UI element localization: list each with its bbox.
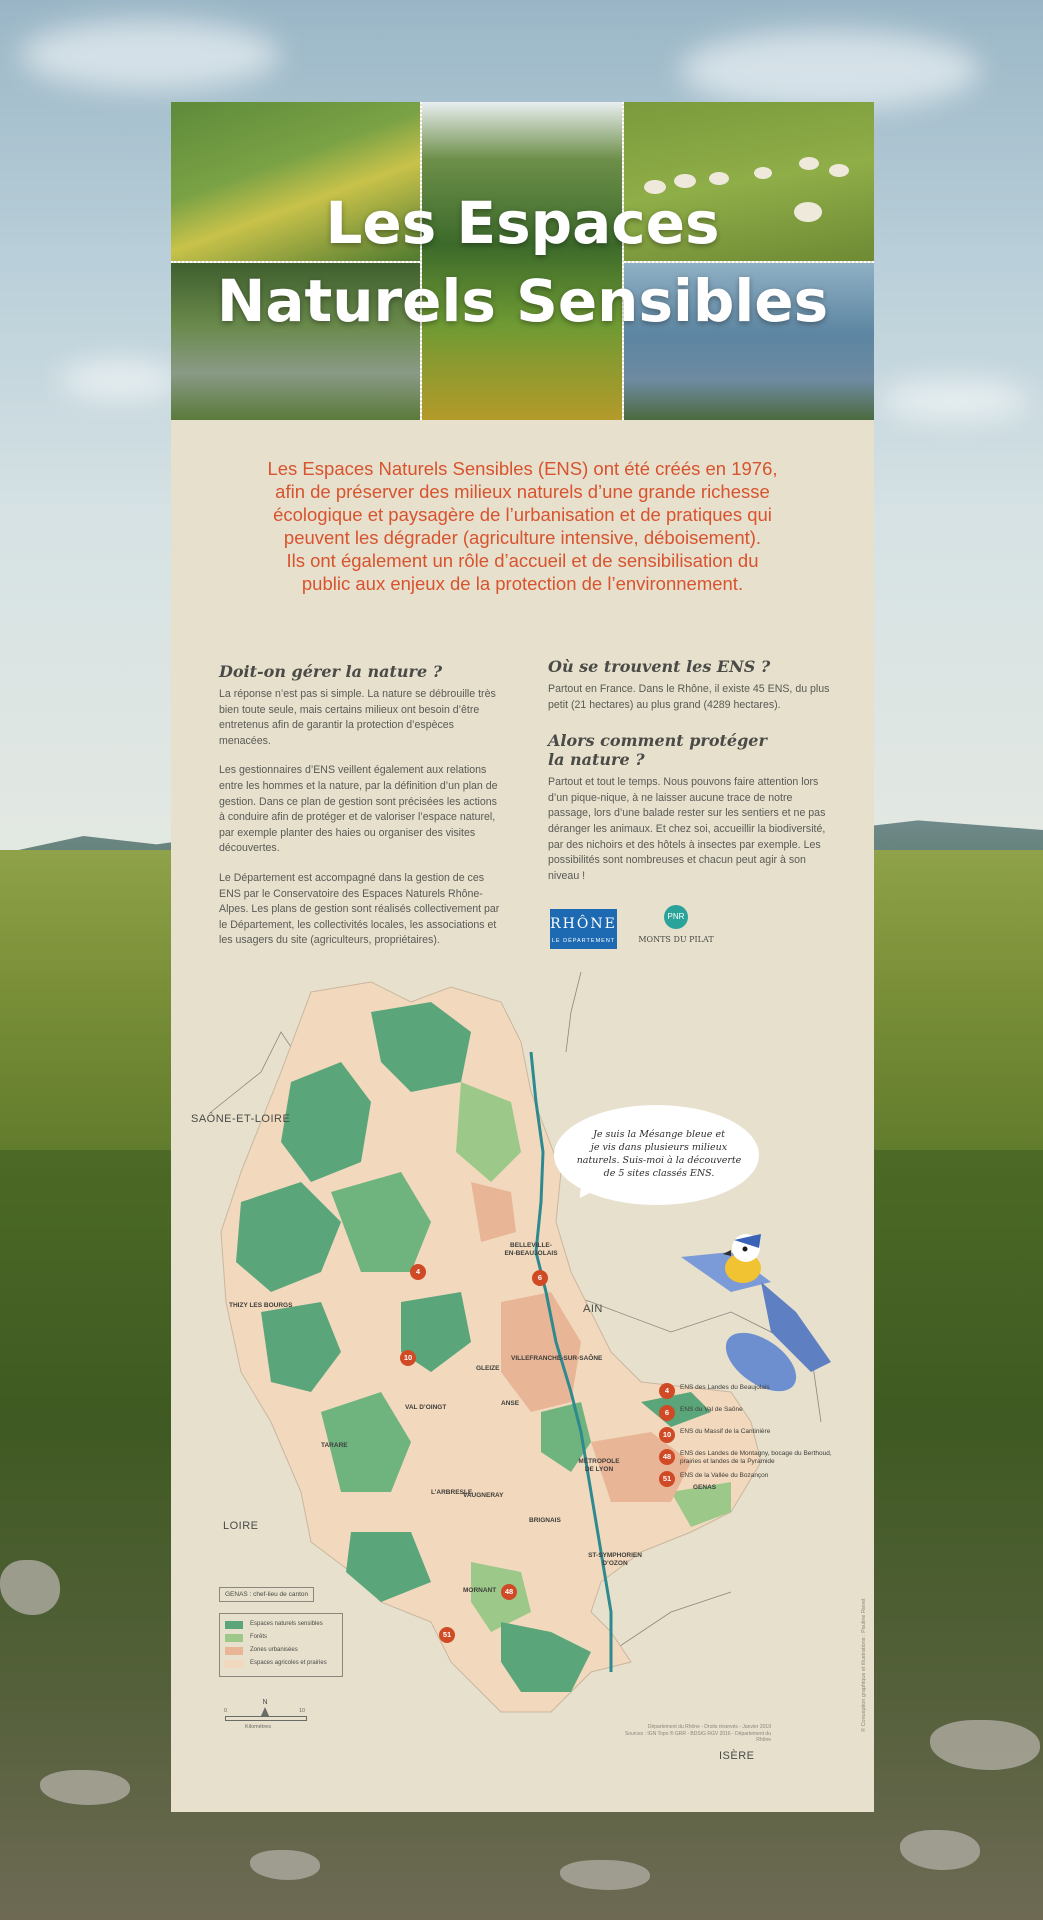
intro-line: afin de préserver des milieux naturels d’une grande richesse — [275, 481, 770, 502]
rhone-logo — [550, 909, 617, 949]
pilat-logo — [636, 905, 716, 955]
right-column — [548, 657, 838, 898]
paragraph: Partout et tout le temps. Nous pouvons faire attention lors d’un pique-nique, à ne laisser aucune trace de notre passage, lors d’une balade rester sur les sentiers et ne pas déranger les animaux. Et chez soi, accueillir la biodiversité, par des nichoirs et des hôtels à insectes par exemple. Les possibilités sont nombreuses et chacun peut agir à son niveau ! — [548, 776, 826, 882]
town-thizy: THIZY LES BOURGS — [229, 1302, 293, 1309]
scale-end: 10 — [299, 1708, 306, 1714]
legend-swatch — [225, 1621, 243, 1629]
page-title — [171, 184, 874, 340]
speech-bubble-text — [569, 1128, 749, 1180]
left-column — [219, 662, 501, 963]
site-legend-marker: 48 — [659, 1449, 675, 1465]
town-villefranche: VILLEFRANCHE-SUR-SAÔNE — [511, 1355, 603, 1362]
sources-line: Sources : IGN Topo ® GRR - BDSIG RGV 2016 - Département du Rhône — [624, 1730, 771, 1743]
pilat-name: MONTS DU PILAT — [638, 935, 714, 944]
site-legend-marker: 4 — [659, 1383, 675, 1399]
site-marker-4[interactable]: 4 — [410, 1264, 426, 1280]
bubble-line: je vis dans plusieurs milieux — [590, 1142, 728, 1153]
heading-where-ens: Où se trouvent les ENS ? — [548, 657, 771, 676]
site-legend — [659, 1382, 859, 1492]
rhone-logo-subtext: LE DÉPARTEMENT — [551, 938, 616, 944]
site-legend-marker: 51 — [659, 1471, 675, 1487]
intro-text — [211, 457, 834, 595]
title-line-1: Les Espaces — [325, 189, 720, 257]
region-isere: ISÈRE — [719, 1750, 755, 1762]
bubble-line: de 5 sites classés ENS. — [603, 1168, 715, 1179]
site-marker-10[interactable]: 10 — [400, 1350, 416, 1366]
heading-manage-nature: Doit-on gérer la nature ? — [219, 662, 443, 681]
paragraph: La réponse n’est pas si simple. La nature se débrouille très bien toute seule, mais certains milieux ont besoin d’être entretenus afin de garantir la protection d’espèces menacées. — [219, 688, 496, 747]
site-legend-label: ENS des Landes du Beaujolais — [680, 1384, 770, 1391]
town-val-oingt: VAL D’OINGT — [405, 1404, 447, 1411]
title-line-2: Naturels Sensibles — [216, 267, 829, 335]
heading-how-protect — [548, 731, 838, 769]
intro-line: Ils ont également un rôle d’accueil et de sensibilisation du — [286, 550, 759, 571]
pilat-badge: PNR — [664, 905, 688, 929]
rhone-logo-text: RHÔNE — [550, 916, 617, 932]
scale-start: 0 — [224, 1708, 228, 1714]
land-use-legend — [219, 1613, 343, 1677]
legend-swatch — [225, 1660, 243, 1668]
legend-label: Espaces naturels sensibles — [250, 1621, 323, 1627]
north-arrow — [261, 1699, 269, 1716]
legend-label: Forêts — [250, 1634, 268, 1640]
site-legend-item — [659, 1470, 859, 1492]
legend-label: Espaces agricoles et prairies — [250, 1660, 327, 1666]
intro-line: peuvent les dégrader (agriculture intensive, déboisement). — [283, 527, 762, 548]
legend-label: Zones urbanisées — [250, 1647, 298, 1653]
intro-line: Les Espaces Naturels Sensibles (ENS) ont été créés en 1976, — [267, 458, 778, 479]
town-genas: GENAS — [693, 1484, 717, 1491]
site-marker-6[interactable]: 6 — [532, 1270, 548, 1286]
site-legend-label: ENS des Landes de Montagny, bocage du Berthoud, prairies et landes de la Pyramide — [680, 1450, 832, 1465]
town-mornant: MORNANT — [463, 1587, 497, 1594]
heading-line: Alors comment protéger — [548, 731, 767, 751]
paragraph: Les gestionnaires d’ENS veillent également aux relations entre les hommes et la nature, par la définition d’un plan de gestion. Dans ce plan de gestion sont précisées les actions à conduire afin de protéger et de valoriser l’espace naturel, par exemple planter des haies ou organiser des visites découvertes. — [219, 764, 498, 855]
town-gleize: GLEIZE — [476, 1365, 500, 1372]
canton-legend: GENAS : chef-lieu de canton — [219, 1587, 314, 1602]
site-legend-marker: 10 — [659, 1427, 675, 1443]
intro-line: écologique et paysagère de l’urbanisation et de pratiques qui — [273, 504, 772, 525]
town-anse: ANSE — [501, 1400, 520, 1407]
heading-line: la nature ? — [548, 750, 645, 770]
site-legend-item — [659, 1382, 859, 1404]
town-brignais: BRIGNAIS — [529, 1517, 561, 1524]
region-loire: LOIRE — [223, 1520, 259, 1532]
town-metropole: MÉTROPOLE DE LYON — [578, 1458, 620, 1473]
paragraph: Partout en France. Dans le Rhône, il existe 45 ENS, du plus petit (21 hectares) au plus grand (4289 hectares). — [548, 683, 830, 711]
site-legend-item — [659, 1426, 859, 1448]
site-legend-label: ENS du Massif de la Cantinière — [680, 1428, 771, 1435]
town-vaugneray: VAUGNERAY — [463, 1492, 504, 1499]
ens-map — [171, 972, 874, 1812]
intro-line: public aux enjeux de la protection de l’environnement. — [301, 573, 744, 594]
cloud — [60, 360, 180, 400]
partner-logos — [548, 905, 748, 955]
legend-row — [220, 1631, 342, 1644]
town-st-symphorien: ST-SYMPHORIEN D’OZON — [588, 1552, 642, 1567]
town-arbresle: L’ARBRESLE — [431, 1489, 473, 1496]
site-legend-label: ENS de la Vallée du Bozançon — [680, 1472, 769, 1479]
cloud — [680, 30, 980, 110]
border-line — [566, 972, 581, 1052]
legend-swatch — [225, 1647, 243, 1655]
region-saone-et-loire: SAÔNE-ET-LOIRE — [191, 1113, 291, 1125]
north-label: N — [262, 1699, 268, 1706]
scale-bar — [225, 1716, 307, 1721]
sources-line: Département du Rhône - Droits réservés - Janvier 2019 — [647, 1724, 771, 1730]
design-credit: © Conception graphique et illustrations : Pauline Renet — [861, 1598, 867, 1732]
photo-collage — [171, 102, 874, 420]
site-legend-label: ENS du Val de Saône — [680, 1406, 743, 1413]
site-legend-item — [659, 1404, 859, 1426]
site-marker-48[interactable]: 48 — [501, 1584, 517, 1600]
border-line — [611, 1592, 731, 1652]
scale-unit: Kilomètres — [245, 1724, 271, 1730]
blue-tit-illustration — [681, 1234, 831, 1403]
cloud — [880, 380, 1030, 420]
bubble-line: naturels. Suis-moi à la découverte — [576, 1155, 742, 1166]
town-belleville: BELLEVILLE- EN-BEAUJOLAIS — [504, 1242, 558, 1257]
site-legend-item — [659, 1448, 859, 1470]
map-sources — [611, 1724, 771, 1744]
north-arrow-icon — [261, 1707, 269, 1716]
region-ain: AIN — [583, 1303, 603, 1315]
legend-row — [220, 1657, 342, 1670]
paragraph: Le Département est accompagné dans la gestion de ces ENS par le Conservatoire des Espaces Naturels Rhône-Alpes. Les plans de gestion sont réalisés collectivement par le Département, les collectivités locales, les associations et les usagers du site (agriculteurs, propriétaires). — [219, 871, 500, 947]
legend-row — [220, 1644, 342, 1657]
bubble-line: Je suis la Mésange bleue et — [593, 1129, 725, 1140]
info-panel — [171, 102, 874, 1812]
site-marker-51[interactable]: 51 — [439, 1627, 455, 1643]
cloud — [20, 20, 280, 90]
legend-swatch — [225, 1634, 243, 1642]
town-tarare: TARARE — [321, 1442, 348, 1449]
legend-row — [220, 1618, 342, 1631]
site-legend-marker: 6 — [659, 1405, 675, 1421]
